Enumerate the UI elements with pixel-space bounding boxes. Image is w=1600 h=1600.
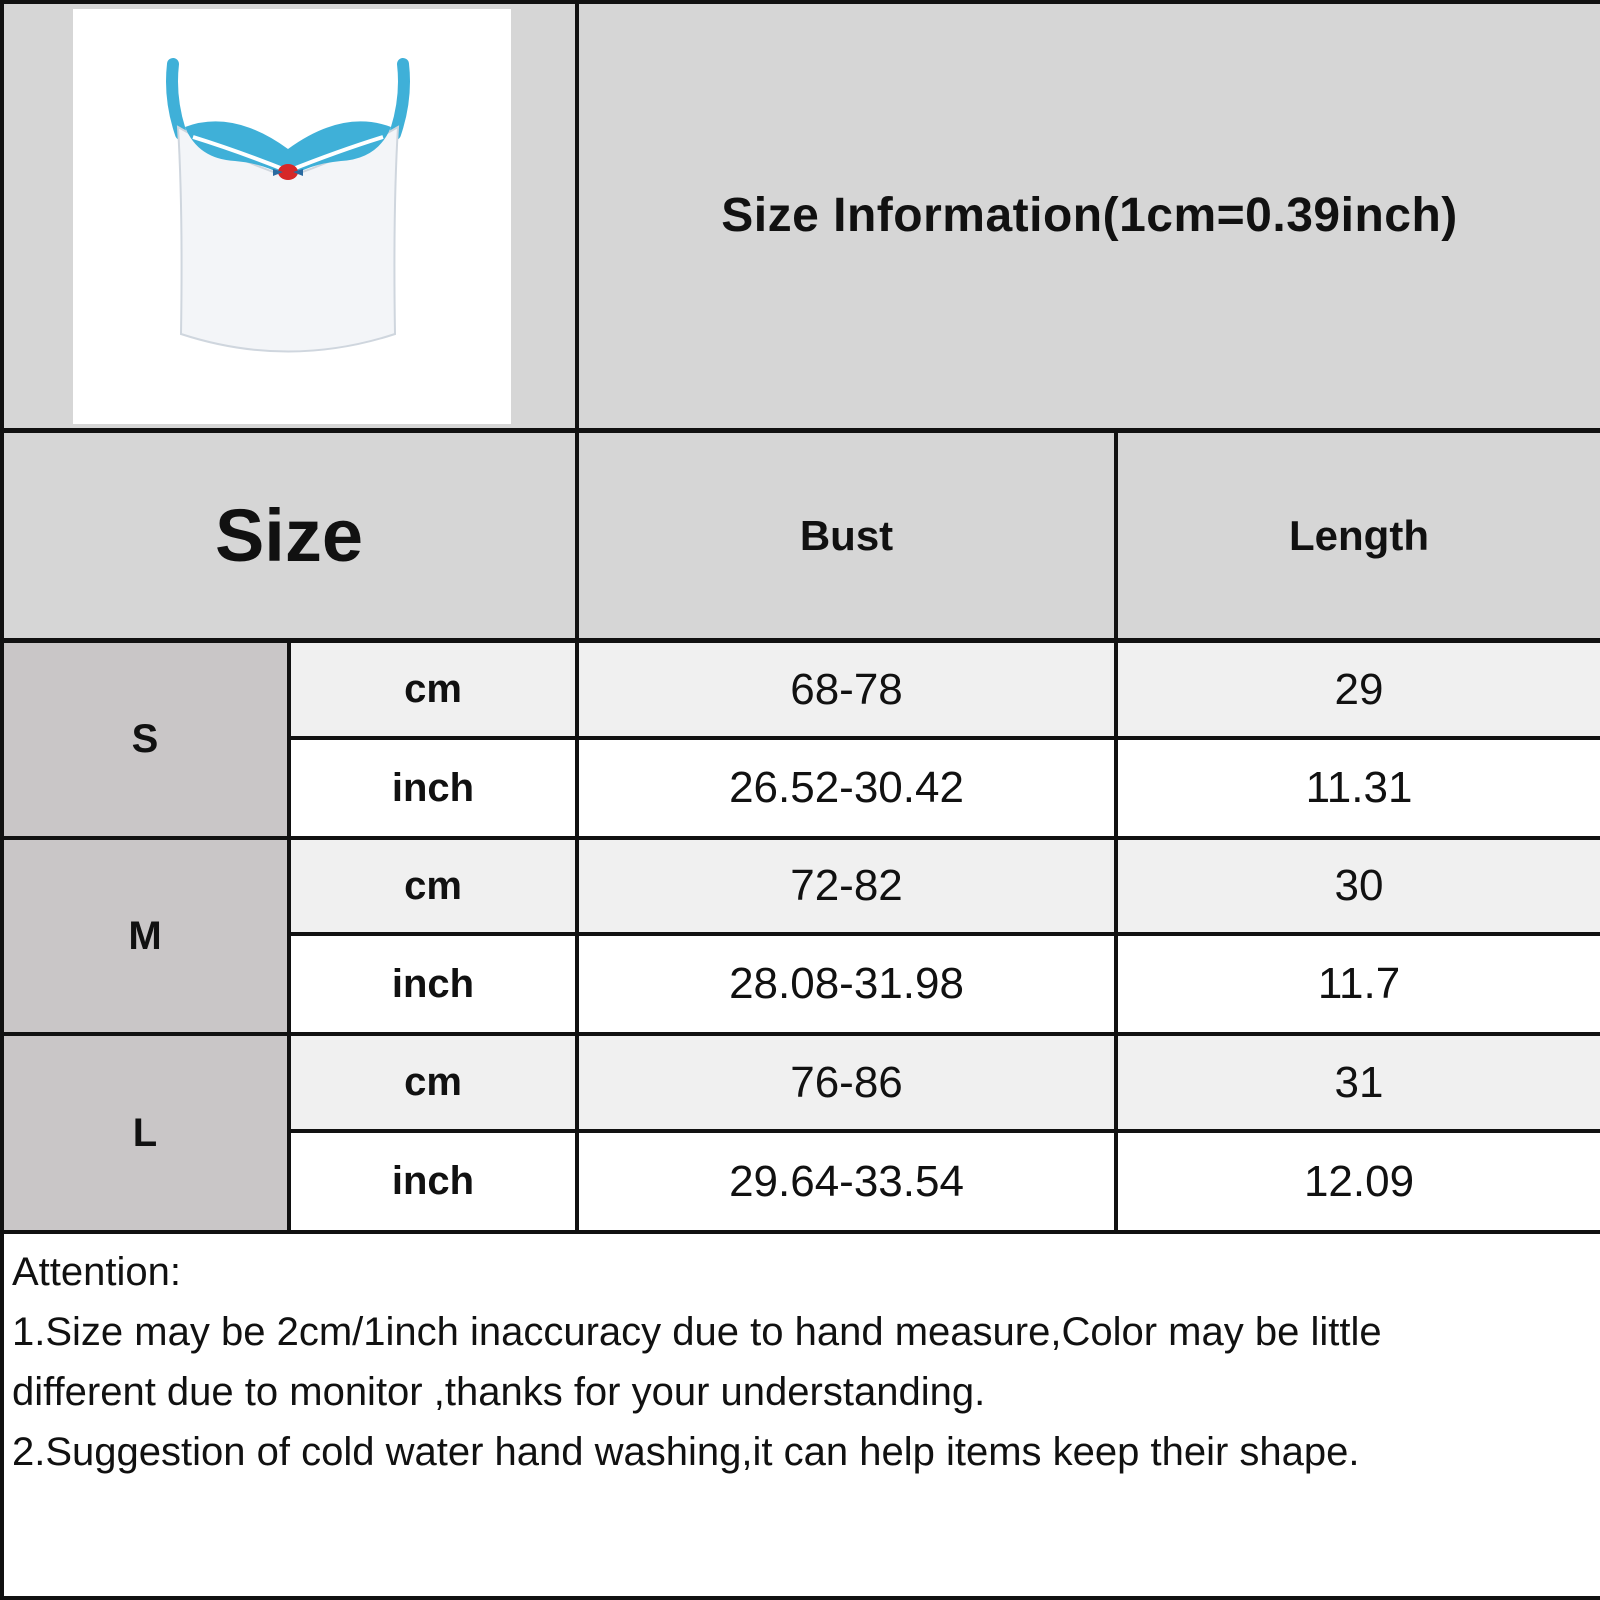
grid-line (287, 643, 291, 1234)
grid-line (287, 736, 1600, 740)
grid-line (0, 428, 1600, 433)
note-line: 1.Size may be 2cm/1inch inaccuracy due to hand measure,Color may be little (12, 1310, 1382, 1354)
length-value: 31 (1334, 1057, 1384, 1107)
bust-value-cell (579, 936, 1114, 1032)
table-row (291, 740, 575, 836)
table-row (291, 643, 575, 736)
page-title: Size Information(1cm=0.39inch) (721, 189, 1458, 242)
note-line: different due to monitor ,thanks for your understanding. (12, 1370, 986, 1414)
size-label-cell (3, 1036, 287, 1230)
bust-value-cell (579, 1036, 1114, 1129)
size-label: L (132, 1110, 158, 1155)
grid-line (0, 836, 1600, 840)
bust-value: 29.64-33.54 (729, 1156, 964, 1206)
length-header-cell (1118, 433, 1600, 638)
length-header: Length (1289, 511, 1429, 559)
length-value-cell (1118, 1133, 1600, 1230)
length-value-cell (1118, 643, 1600, 736)
length-value-cell (1118, 740, 1600, 836)
length-value: 11.7 (1317, 959, 1401, 1008)
table-row (291, 936, 575, 1032)
product-image (73, 9, 511, 424)
length-value: 12.09 (1303, 1156, 1415, 1206)
size-label: S (131, 717, 159, 761)
grid-line (0, 0, 1600, 4)
unit-label: inch (391, 765, 475, 810)
length-value: 11.31 (1305, 763, 1413, 812)
table-row (291, 840, 575, 932)
bust-header-cell (579, 433, 1114, 638)
attention-notes (12, 1242, 1592, 1482)
size-header: Size (214, 494, 364, 577)
note-line: 2.Suggestion of cold water hand washing,it can help items keep their shape. (12, 1430, 1360, 1474)
product-image-frame (73, 9, 511, 424)
grid-line (0, 638, 1600, 643)
grid-line (287, 932, 1600, 936)
unit-label: cm (404, 863, 462, 908)
size-label-cell (3, 840, 287, 1032)
unit-label: cm (404, 1060, 462, 1104)
bust-value-cell (579, 1133, 1114, 1230)
grid-line (1114, 433, 1118, 1234)
bust-value: 76-86 (790, 1057, 903, 1107)
unit-label: cm (404, 667, 462, 711)
bust-value-cell (579, 740, 1114, 836)
length-value: 29 (1334, 664, 1384, 714)
unit-label: inch (391, 961, 475, 1006)
bust-value: 68-78 (790, 664, 903, 714)
grid-line (0, 0, 4, 1600)
attention-heading: Attention: (12, 1250, 182, 1294)
grid-line (0, 1032, 1600, 1036)
size-label: M (128, 913, 162, 958)
size-header-cell (3, 433, 575, 638)
bust-value: 28.08-31.98 (729, 959, 964, 1008)
grid-line (0, 1230, 1600, 1234)
table-row (291, 1036, 575, 1129)
bust-value-cell (579, 840, 1114, 932)
bust-value-cell (579, 643, 1114, 736)
grid-line (575, 0, 579, 1234)
size-information-title-cell (579, 3, 1600, 428)
size-label-cell (3, 643, 287, 836)
grid-line (0, 1596, 1600, 1600)
grid-line (287, 1129, 1600, 1133)
bust-header: Bust (799, 511, 894, 559)
length-value-cell (1118, 936, 1600, 1032)
length-value: 30 (1334, 861, 1384, 910)
bust-value: 72-82 (790, 861, 903, 910)
image-cell (3, 3, 575, 428)
table-row (291, 1133, 575, 1230)
bust-value: 26.52-30.42 (729, 763, 964, 812)
unit-label: inch (391, 1159, 475, 1203)
length-value-cell (1118, 840, 1600, 932)
length-value-cell (1118, 1036, 1600, 1129)
